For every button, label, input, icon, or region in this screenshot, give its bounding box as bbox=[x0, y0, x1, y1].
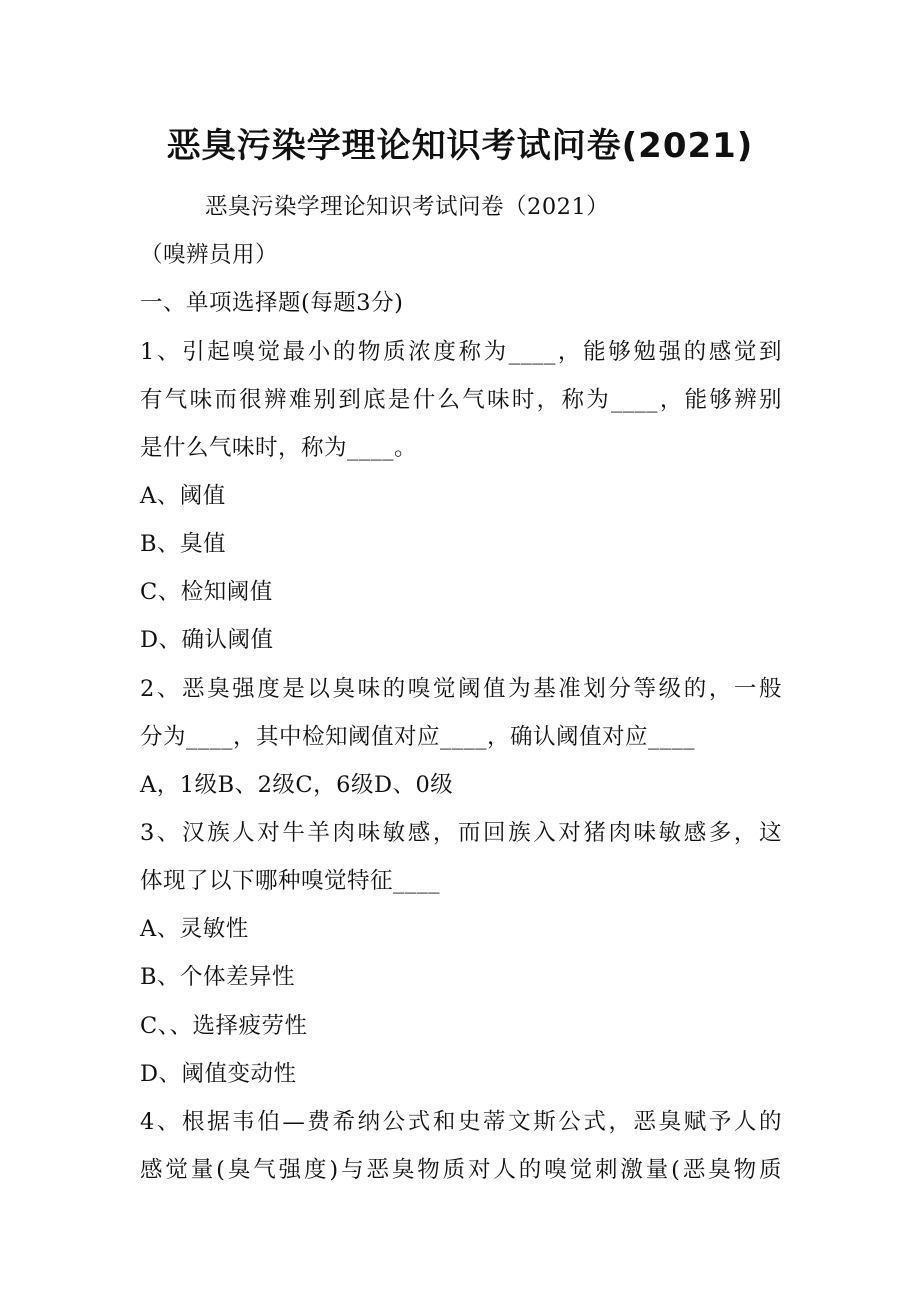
question-4-line-1: 4、根据韦伯—费希纳公式和史蒂文斯公式，恶臭赋予人的 bbox=[140, 1109, 782, 1135]
document-subtitle: 恶臭污染学理论知识考试问卷（2021） bbox=[205, 194, 610, 220]
question-1-option-a: A、阈值 bbox=[140, 483, 226, 509]
question-4-line-2: 感觉量(臭气强度)与恶臭物质对人的嗅觉刺激量(恶臭物质 bbox=[140, 1157, 782, 1183]
question-2-line-2: 分为____，其中检知阈值对应____，确认阈值对应____ bbox=[140, 724, 696, 750]
question-2-options: A，1级B、2级C，6级D、0级 bbox=[140, 772, 454, 798]
question-3-line-1: 3、汉族人对牛羊肉味敏感，而回族入对猪肉味敏感多，这 bbox=[140, 820, 782, 846]
question-3-option-a: A、灵敏性 bbox=[140, 916, 249, 942]
question-1-option-d: D、确认阈值 bbox=[140, 627, 274, 653]
question-1-line-3: 是什么气味时，称为____。 bbox=[140, 435, 418, 461]
audience-note: （嗅辨员用） bbox=[140, 242, 279, 268]
question-2-line-1: 2、恶臭强度是以臭味的嗅觉阈值为基准划分等级的，一般 bbox=[140, 676, 782, 702]
question-1-line-1: 1、引起嗅觉最小的物质浓度称为____，能够勉强的感觉到 bbox=[140, 339, 782, 365]
question-3-option-c: C、、选择疲劳性 bbox=[140, 1013, 308, 1039]
question-1-option-b: B、臭值 bbox=[140, 531, 227, 557]
question-1-option-c: C、检知阈值 bbox=[140, 579, 273, 605]
question-3-option-b: B、个体差异性 bbox=[140, 964, 296, 990]
question-3-option-d: D、阈值变动性 bbox=[140, 1061, 297, 1087]
question-1-line-2: 有气味而很辨难别到底是什么气味时，称为____，能够辨别 bbox=[140, 387, 782, 413]
question-3-line-2: 体现了以下哪种嗅觉特征____ bbox=[140, 868, 441, 894]
section-heading: 一、单项选择题(每题3分) bbox=[140, 290, 404, 316]
document-title: 恶臭污染学理论知识考试问卷(2021) bbox=[166, 126, 754, 166]
